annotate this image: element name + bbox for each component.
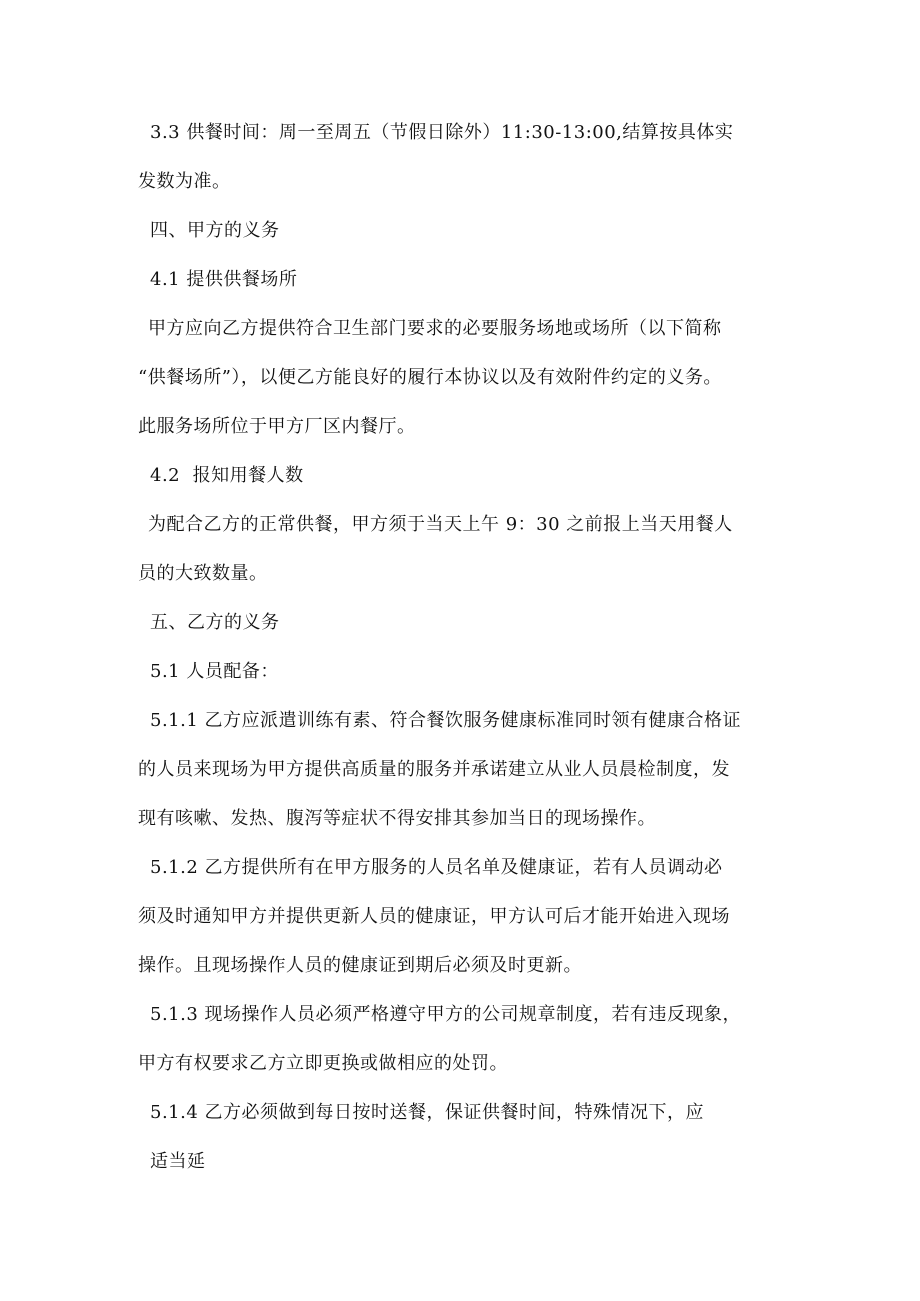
clause-4-1-line-3: 此服务场所位于甲方厂区内餐厅。 [138,416,416,437]
clause-5-1-1-line-3: 现有咳嗽、发热、腹泻等症状不得安排其参加当日的现场操作。 [138,808,656,829]
clause-5-1-4-line-2: 适当延 [150,1151,206,1172]
clause-4-2-line-2: 员的大致数量。 [138,563,268,584]
clause-5-1-1-line-2: 的人员来现场为甲方提供高质量的服务并承诺建立从业人员晨检制度，发 [138,759,730,780]
clause-3-3-line-2: 发数为准。 [138,171,231,192]
section-5-heading: 五、乙方的义务 [150,612,280,633]
clause-4-1-heading: 4.1 提供供餐场所 [150,269,298,290]
clause-5-1-2-line-3: 操作。且现场操作人员的健康证到期后必须及时更新。 [138,955,582,976]
clause-4-1-line-2: “供餐场所”），以便乙方能良好的履行本协议以及有效附件约定的义务。 [138,367,722,388]
clause-5-1-heading: 5.1 人员配备： [150,661,279,682]
clause-5-1-3-line-1: 5.1.3 现场操作人员必须严格遵守甲方的公司规章制度，若有违反现象， [150,1004,742,1025]
clause-4-1-line-1: 甲方应向乙方提供符合卫生部门要求的必要服务场地或场所（以下简称 [148,318,722,339]
clause-5-1-3-line-2: 甲方有权要求乙方立即更换或做相应的处罚。 [138,1053,508,1074]
clause-5-1-2-line-2: 须及时通知甲方并提供更新人员的健康证，甲方认可后才能开始进入现场 [138,906,730,927]
clause-4-2-heading: 4.2 报知用餐人数 [150,465,304,486]
clause-5-1-1-line-1: 5.1.1 乙方应派遣训练有素、符合餐饮服务健康标准同时领有健康合格证 [150,710,742,731]
clause-3-3-line-1: 3.3 供餐时间：周一至周五（节假日除外）11:30-13:00,结算按具体实 [150,122,734,143]
clause-4-2-line-1: 为配合乙方的正常供餐，甲方须于当天上午 9：30 之前报上当天用餐人 [148,514,733,535]
section-4-heading: 四、甲方的义务 [150,220,280,241]
clause-5-1-2-line-1: 5.1.2 乙方提供所有在甲方服务的人员名单及健康证，若有人员调动必 [150,857,723,878]
clause-5-1-4-line-1: 5.1.4 乙方必须做到每日按时送餐，保证供餐时间，特殊情况下，应 [150,1102,705,1123]
